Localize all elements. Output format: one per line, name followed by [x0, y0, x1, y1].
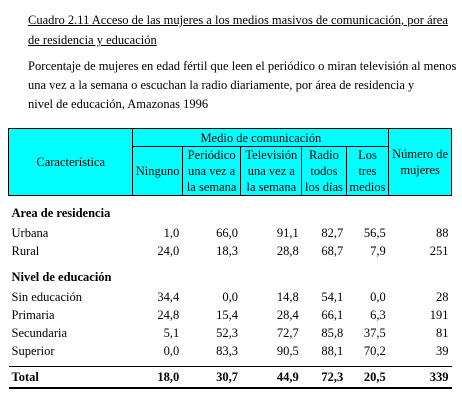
table-cell: 90,5 — [276, 344, 299, 358]
table-row — [9, 306, 452, 324]
row-label: Nivel de educación — [11, 270, 112, 284]
section-header-row — [9, 196, 452, 225]
table-cell: 14,8 — [276, 290, 299, 304]
table-cell: 6,3 — [370, 308, 386, 322]
table-cell: 191 — [429, 308, 449, 322]
table-cell: 30,7 — [182, 367, 241, 389]
table-cell: 28,4 — [276, 308, 299, 322]
header-media-group: Medio de comunicación — [133, 129, 389, 147]
table-cell: 5,1 — [163, 326, 180, 340]
row-label: Area de residencia — [11, 206, 111, 220]
row-label: Secundaria — [11, 326, 68, 340]
media-access-table — [8, 128, 452, 389]
table-cell: 339 — [389, 367, 452, 389]
description-line-2: una vez a la semana o escuchan la radio diariamente, por área de residencia y — [28, 78, 415, 92]
empty-cell — [346, 196, 389, 225]
total-row — [9, 367, 452, 389]
table-cell: 70,2 — [363, 344, 386, 358]
table-cell: 72,3 — [302, 367, 347, 389]
table-description — [28, 57, 457, 114]
section-header-row — [9, 260, 452, 288]
empty-cell — [241, 260, 302, 288]
empty-cell — [182, 260, 241, 288]
table-cell: 28,8 — [276, 244, 299, 258]
table-cell: 82,7 — [321, 226, 344, 240]
header-ninguno: Ninguno — [133, 147, 182, 196]
table-cell: 0,0 — [370, 290, 386, 304]
header-periodico: Periódico una vez a la semana — [182, 147, 241, 196]
description-line-1: Porcentaje de mujeres en edad fértil que leen el periódico o miran televisión al menos — [28, 59, 457, 73]
table-title — [28, 10, 448, 50]
table-header — [9, 129, 452, 196]
row-label: Total — [9, 367, 133, 389]
empty-cell — [389, 196, 452, 225]
table-cell: 20,5 — [346, 367, 389, 389]
table-body — [9, 196, 452, 389]
row-label: Urbana — [11, 226, 49, 240]
empty-cell — [302, 196, 347, 225]
table-cell: 7,9 — [370, 244, 386, 258]
table-cell: 0,0 — [163, 344, 180, 358]
row-label: Primaria — [11, 308, 55, 322]
header-television: Televisión una vez a la semana — [241, 147, 302, 196]
table-cell: 68,7 — [321, 244, 344, 258]
header-women-count: Número de mujeres — [389, 129, 452, 196]
empty-cell — [133, 260, 182, 288]
row-label: Sin educación — [11, 290, 82, 304]
empty-cell — [133, 196, 182, 225]
table-cell: 251 — [429, 244, 449, 258]
row-label: Superior — [11, 344, 55, 358]
empty-cell — [389, 260, 452, 288]
row-label: Rural — [11, 244, 40, 258]
table-row — [9, 224, 452, 242]
empty-cell — [346, 260, 389, 288]
table-cell: 37,5 — [363, 326, 386, 340]
table-cell: 18,0 — [133, 367, 182, 389]
table-cell: 56,5 — [363, 226, 386, 240]
table-cell: 88,1 — [321, 344, 344, 358]
table-cell: 39 — [436, 344, 449, 358]
table-cell: 54,1 — [321, 290, 344, 304]
header-tres-medios: Los tres medios — [346, 147, 389, 196]
description-line-3: nivel de educación, Amazonas 1996 — [28, 97, 209, 111]
header-characteristic: Característica — [9, 129, 133, 196]
table-cell: 1,0 — [163, 226, 180, 240]
table-cell: 15,4 — [216, 308, 238, 322]
table-row — [9, 242, 452, 260]
title-line-2: de residencia y educación — [28, 33, 157, 47]
header-radio: Radio todos los días — [302, 147, 347, 196]
table-cell: 83,3 — [216, 344, 238, 358]
table-cell: 24,8 — [157, 308, 180, 322]
table-cell: 81 — [436, 326, 449, 340]
title-line-1: Cuadro 2.11 Acceso de las mujeres a los medios masivos de comunicación, por área — [28, 13, 448, 27]
table-row — [9, 342, 452, 360]
table-cell: 18,3 — [216, 244, 238, 258]
table-cell: 52,3 — [216, 326, 238, 340]
table-cell: 66,0 — [216, 226, 238, 240]
table-cell: 28 — [436, 290, 449, 304]
empty-cell — [302, 260, 347, 288]
table-cell: 91,1 — [276, 226, 299, 240]
table-cell: 85,8 — [321, 326, 344, 340]
table-cell: 34,4 — [157, 290, 180, 304]
table-cell: 0,0 — [222, 290, 238, 304]
empty-cell — [182, 196, 241, 225]
table-cell: 44,9 — [241, 367, 302, 389]
table-row — [9, 324, 452, 342]
table-cell: 24,0 — [157, 244, 180, 258]
table-cell: 66,1 — [321, 308, 344, 322]
empty-cell — [241, 196, 302, 225]
table-row — [9, 288, 452, 306]
table-cell: 88 — [436, 226, 449, 240]
table-cell: 72,7 — [276, 326, 299, 340]
